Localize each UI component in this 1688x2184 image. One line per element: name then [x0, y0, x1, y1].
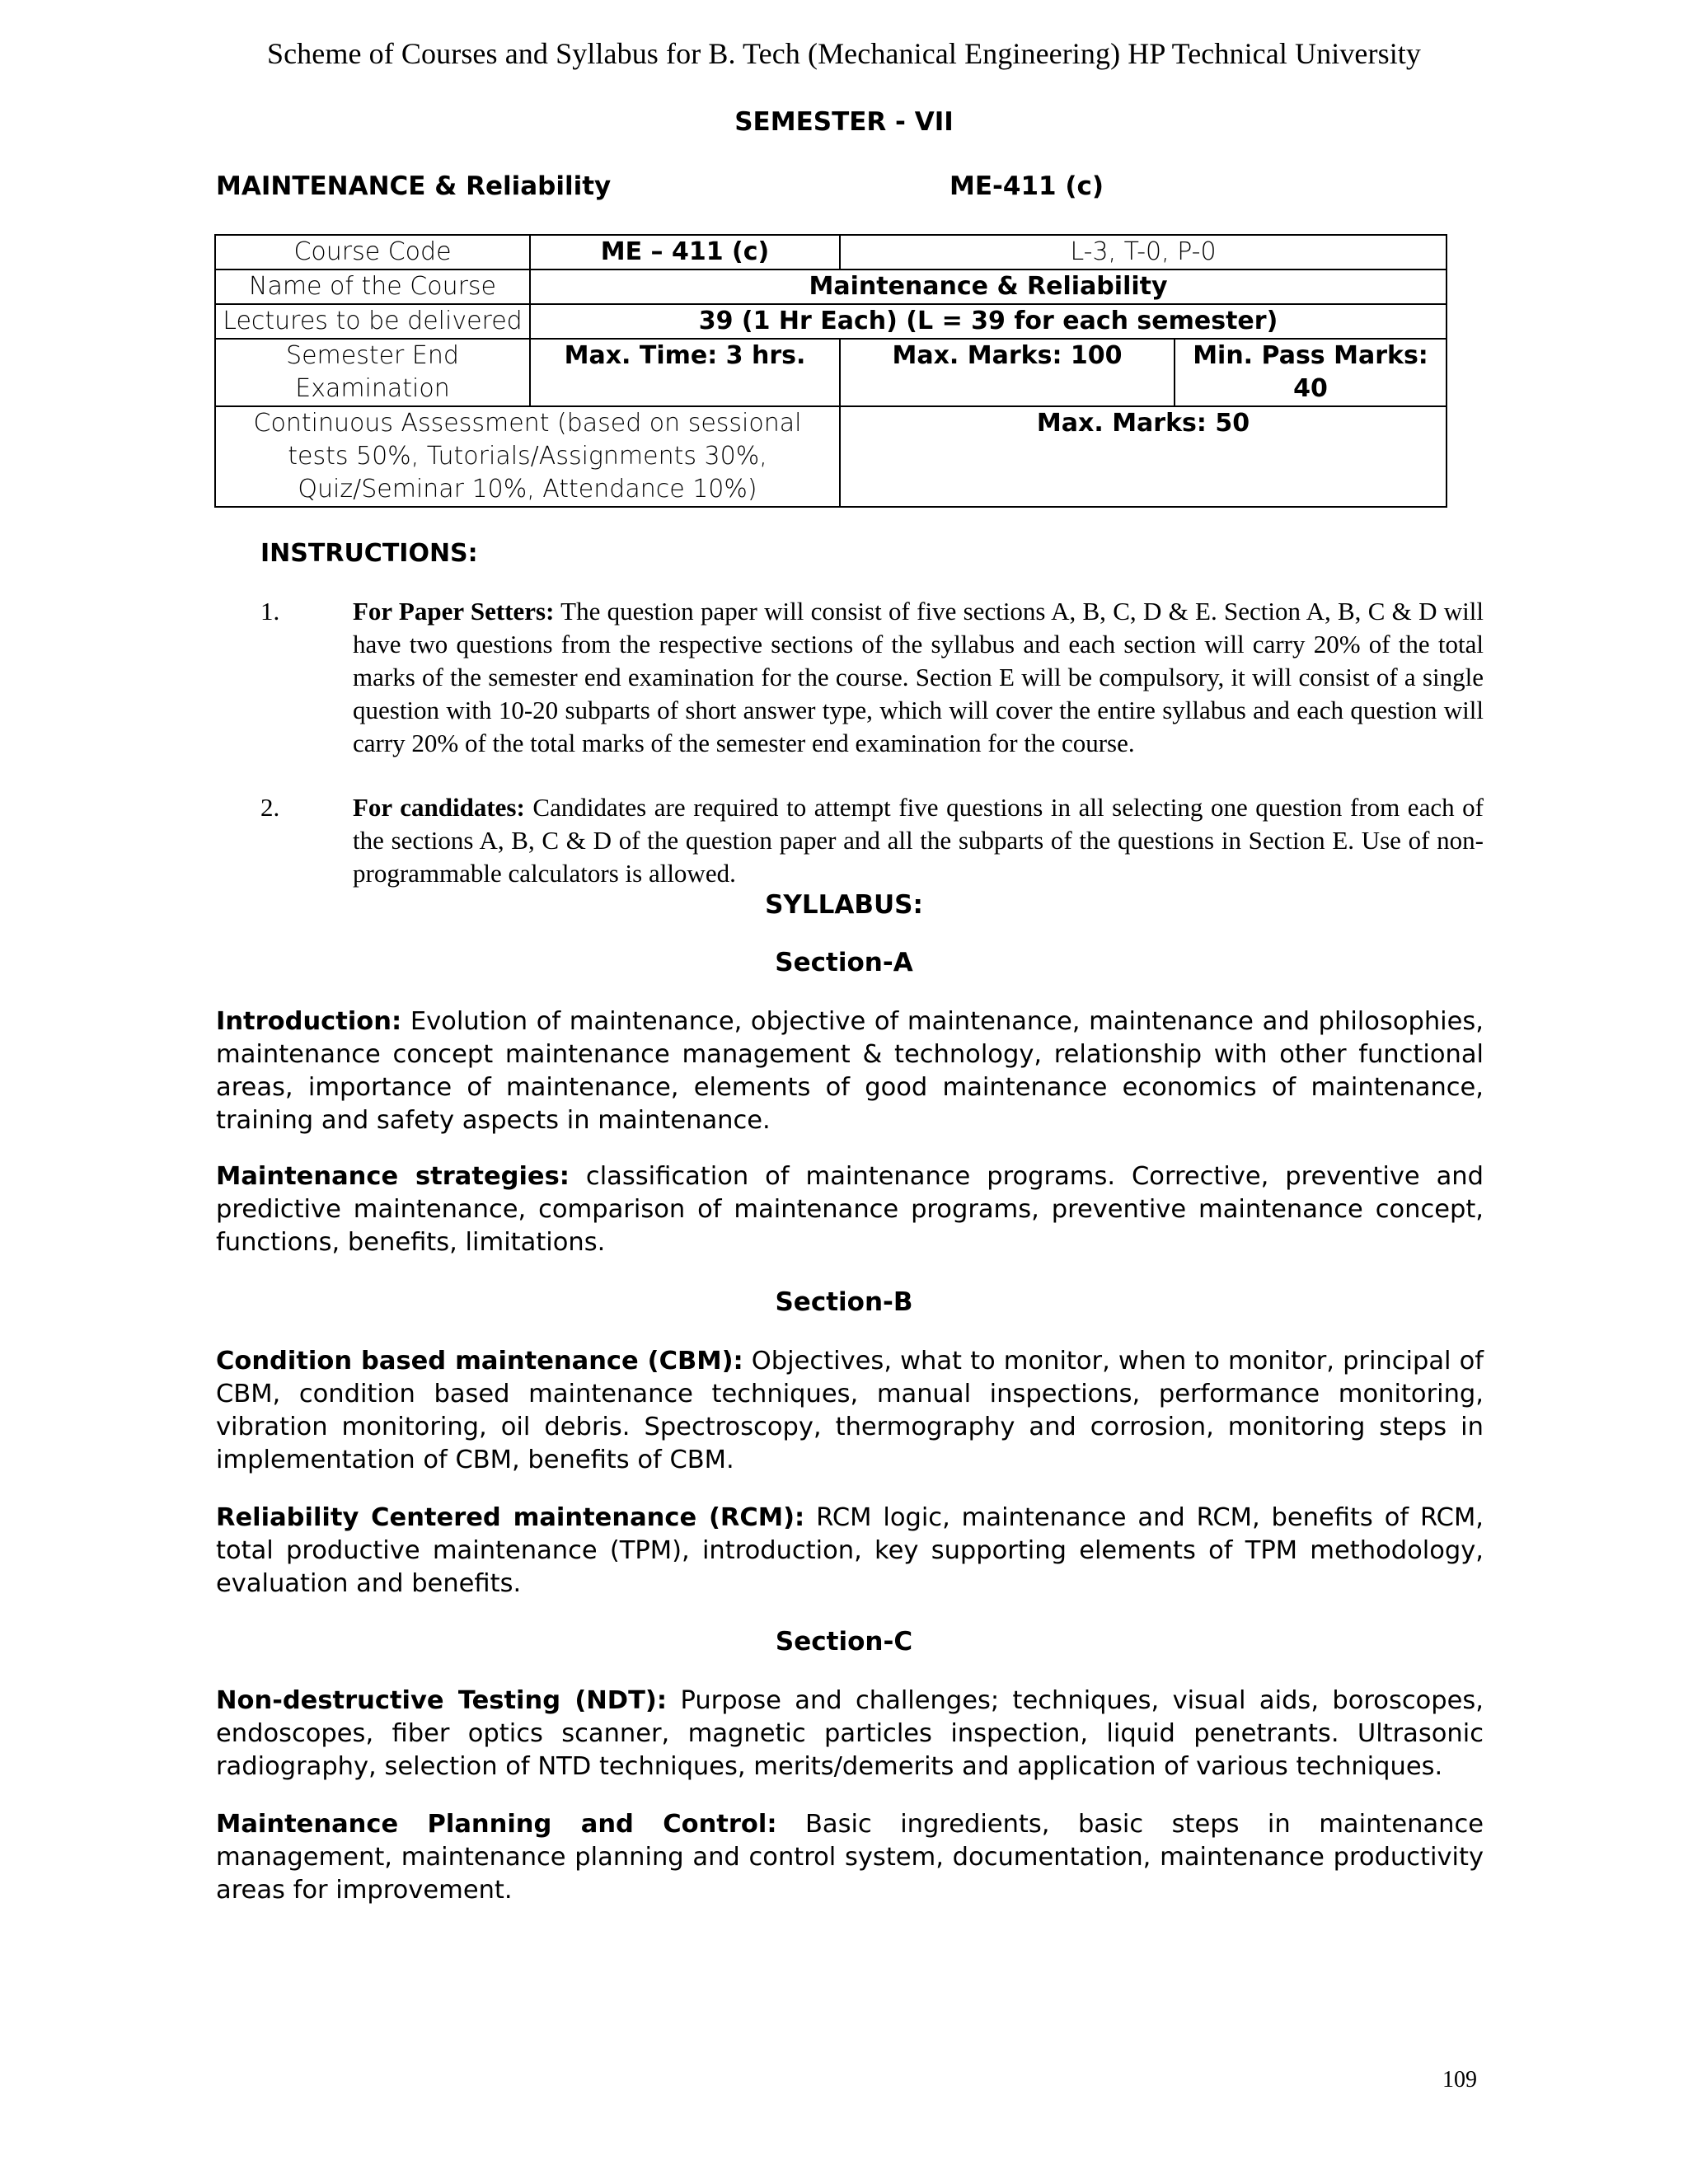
paragraph-text: Basic ingredients, basic steps in maintenance management, maintenance planning and control system, documentation, maintenance productivity areas for improvement. [216, 1810, 1484, 1905]
maintenance-strategies-paragraph [216, 1160, 1484, 1259]
ltp-value: L-3, T-0, P-0 [840, 235, 1447, 269]
page-number: 109 [1442, 2067, 1477, 2093]
course-code-value: ME – 411 (c) [530, 235, 840, 269]
min-pass-marks-value: Min. Pass Marks: 40 [1175, 339, 1447, 406]
cbm-paragraph [216, 1345, 1484, 1477]
semester-heading: SEMESTER - VII [734, 107, 954, 137]
ndt-paragraph [216, 1685, 1484, 1783]
course-name-value: Maintenance & Reliability [530, 269, 1447, 304]
paragraph-text: Evolution of maintenance, objective of maintenance, maintenance and philosophies, maintenance concept maintenance management & technology, relationship with other functional areas, importance of maintenance, elements of good maintenance economics of maintenance, training and safety aspects in maintenance. [216, 1007, 1484, 1135]
running-header: Scheme of Courses and Syllabus for B. Tech (Mechanical Engineering) HP Technical University [266, 37, 1422, 70]
paragraph-lead: Maintenance Planning and Control: [216, 1810, 777, 1839]
instruction-text: The question paper will consist of five sections A, B, C, D & E. Section A, B, C & D will have two questions from the respective sections of the syllabus and each section will carry 20% of the total marks of the semester end examination for the course. Section E will be compulsory, it will consist of a single question with 10-20 subparts of short answer type, which will cover the entire syllabus and each question will carry 20% of the total marks of the semester end examination for the course. [353, 597, 1484, 757]
course-name-label: Name of the Course [215, 269, 530, 304]
table-row [215, 269, 1447, 304]
instruction-number: 1. [260, 597, 280, 626]
table-row [215, 235, 1447, 269]
continuous-assessment-marks: Max. Marks: 50 [840, 406, 1447, 507]
introduction-paragraph [216, 1005, 1484, 1137]
paragraph-lead: Reliability Centered maintenance (RCM): [216, 1503, 805, 1532]
max-marks-value: Max. Marks: 100 [840, 339, 1175, 406]
continuous-assessment-label: Continuous Assessment (based on sessional tests 50%, Tutorials/Assignments 30%, Quiz/Seminar 10%, Attendance 10%) [215, 406, 840, 507]
paragraph-text: RCM logic, maintenance and RCM, benefits of RCM, total productive maintenance (TPM), introduction, key supporting elements of TPM methodology, evaluation and benefits. [216, 1503, 1484, 1598]
section-b-heading: Section-B [775, 1287, 913, 1317]
instruction-item-paper-setters [260, 595, 1484, 760]
max-time-value: Max. Time: 3 hrs. [530, 339, 840, 406]
course-code-label: Course Code [215, 235, 530, 269]
instruction-number: 2. [260, 793, 280, 822]
table-row [215, 406, 1447, 507]
instruction-lead: For Paper Setters: [353, 597, 555, 626]
semester-end-exam-label: Semester End Examination [215, 339, 530, 406]
paragraph-text: Objectives, what to monitor, when to monitor, principal of CBM, condition based maintenance techniques, manual inspections, performance monitoring, vibration monitoring, oil debris. Spectroscopy, thermography and corrosion, monitoring steps in implementation of CBM, benefits of CBM. [216, 1347, 1484, 1474]
paragraph-lead: Maintenance strategies: [216, 1162, 570, 1191]
course-title: MAINTENANCE & Reliability [216, 171, 612, 201]
instruction-text: Candidates are required to attempt five questions in all selecting one question from each of the sections A, B, C & D of the question paper and all the subparts of the questions in Section E. Use of non-programmable calculators is allowed. [353, 793, 1484, 888]
syllabus-title: SYLLABUS: [765, 890, 923, 920]
section-a-heading: Section-A [775, 948, 913, 977]
rcm-paragraph [216, 1502, 1484, 1601]
course-info-table [214, 234, 1447, 508]
planning-control-paragraph [216, 1808, 1484, 1907]
lectures-label: Lectures to be delivered [215, 304, 530, 339]
lectures-value: 39 (1 Hr Each) (L = 39 for each semester) [530, 304, 1447, 339]
table-row [215, 339, 1447, 406]
paragraph-lead: Introduction: [216, 1007, 402, 1036]
paragraph-lead: Condition based maintenance (CBM): [216, 1347, 743, 1376]
section-c-heading: Section-C [775, 1627, 913, 1657]
table-row [215, 304, 1447, 339]
instruction-item-candidates [260, 791, 1484, 890]
course-code-heading: ME-411 (c) [950, 171, 1104, 201]
paragraph-lead: Non-destructive Testing (NDT): [216, 1686, 668, 1715]
paragraph-text: classification of maintenance programs. Corrective, preventive and predictive maintenance, comparison of maintenance programs, preventive maintenance concept, functions, benefits, limitations. [216, 1162, 1484, 1257]
instruction-lead: For candidates: [353, 793, 525, 822]
paragraph-text: Purpose and challenges; techniques, visual aids, boroscopes, endoscopes, fiber optics scanner, magnetic particles inspection, liquid penetrants. Ultrasonic radiography, selection of NTD techniques, merits/demerits and application of various techniques. [216, 1686, 1484, 1781]
instructions-title: INSTRUCTIONS: [260, 539, 478, 568]
